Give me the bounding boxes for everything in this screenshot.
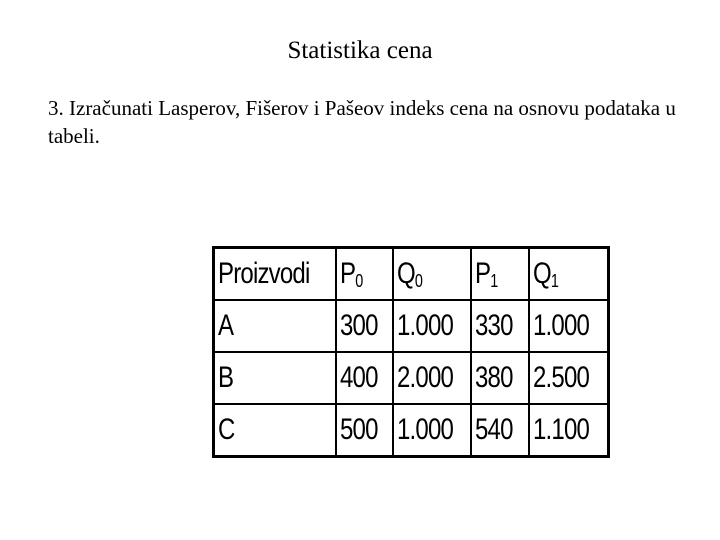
- header-subscript: 1: [490, 270, 498, 291]
- header-label: P: [340, 256, 356, 290]
- cell-value: B: [218, 361, 234, 394]
- table-cell: [393, 300, 471, 352]
- cell-value: 300: [340, 309, 379, 342]
- header-label: Q: [533, 256, 552, 290]
- header-label: P: [475, 256, 491, 290]
- header-cell: [529, 248, 608, 301]
- cell-value: 330: [475, 309, 514, 342]
- table-cell: [529, 404, 608, 457]
- price-quantity-table: [212, 246, 610, 458]
- table-row: [214, 352, 609, 404]
- table-header-row: [214, 248, 609, 301]
- header-subscript: 0: [415, 270, 423, 291]
- cell-value: 2.500: [533, 361, 590, 394]
- table-cell: [393, 352, 471, 404]
- cell-value: 540: [475, 413, 514, 446]
- header-subscript: 1: [551, 270, 559, 291]
- header-label: Proizvodi: [218, 257, 310, 290]
- cell-value: A: [218, 309, 234, 342]
- table-cell: [471, 404, 529, 457]
- table-cell: [529, 300, 608, 352]
- table-cell: [336, 404, 393, 457]
- cell-value: 1.000: [397, 413, 454, 446]
- table-row: [214, 404, 609, 457]
- data-table-container: [212, 246, 610, 458]
- cell-value: 400: [340, 361, 379, 394]
- header-cell: [336, 248, 393, 301]
- cell-value: 1.000: [397, 309, 454, 342]
- header-subscript: 0: [355, 270, 363, 291]
- table-cell: [471, 300, 529, 352]
- cell-value: C: [218, 413, 235, 446]
- table-row: [214, 300, 609, 352]
- table-cell: [336, 300, 393, 352]
- header-label: Q: [397, 256, 416, 290]
- header-cell: [214, 248, 337, 301]
- cell-value: 1.100: [533, 413, 590, 446]
- header-cell: [393, 248, 471, 301]
- page-title: Statistika cena: [287, 37, 433, 64]
- cell-value: 2.000: [397, 361, 454, 394]
- table-cell: [214, 352, 337, 404]
- table-cell: [393, 404, 471, 457]
- table-cell: [214, 300, 337, 352]
- cell-value: 500: [340, 413, 379, 446]
- table-cell: [214, 404, 337, 457]
- table-cell: [336, 352, 393, 404]
- task-text: 3. Izračunati Lasperov, Fišerov i Pašeov indeks cena na osnovu podataka u tabeli.: [48, 96, 676, 148]
- cell-value: 1.000: [533, 309, 590, 342]
- table-cell: [471, 352, 529, 404]
- cell-value: 380: [475, 361, 514, 394]
- table-cell: [529, 352, 608, 404]
- header-cell: [471, 248, 529, 301]
